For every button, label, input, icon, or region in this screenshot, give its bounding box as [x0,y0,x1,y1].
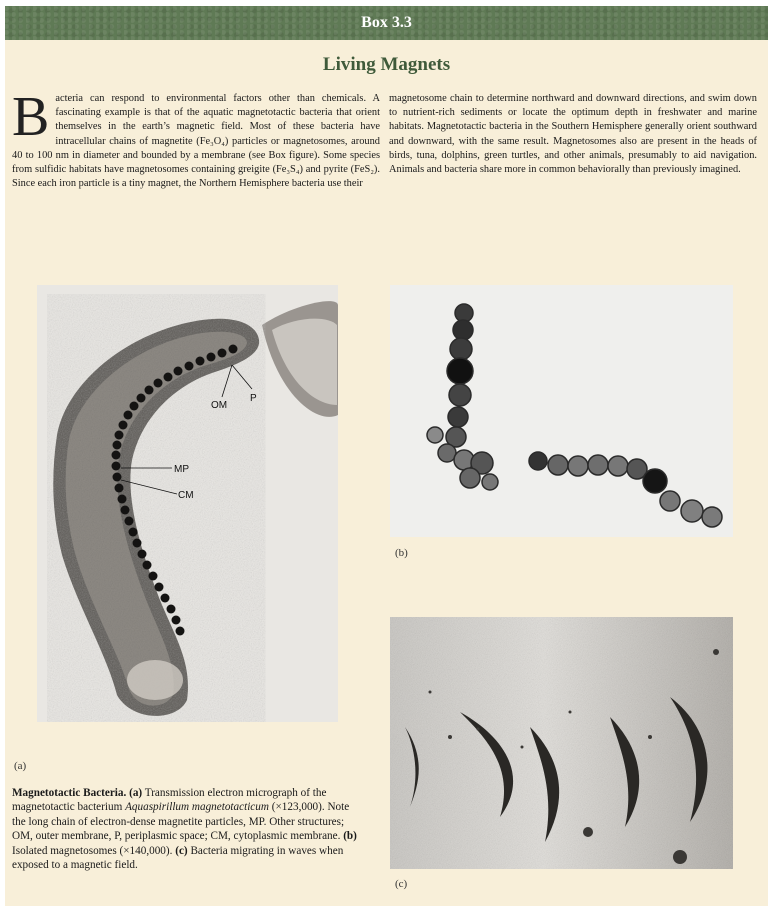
body-column-right [389,92,757,177]
label-mp: MP [174,464,189,475]
label-cm: CM [178,490,194,501]
panel-label-b: (b) [395,547,408,559]
caption-text-c: Bacteria migrating in waves when exposed to a magnetic field. [12,844,344,872]
figure-a-micrograph [37,285,338,722]
caption-species: Aquaspirillum magnetotacticum [125,801,269,814]
drop-cap: B [12,86,50,148]
caption-marker-a: (a) [129,787,143,799]
caption-marker-b: (b) [343,830,357,843]
label-p: P [250,393,257,404]
panel-label-c: (c) [395,878,408,890]
box-title: Living Magnets [322,54,451,75]
panel-label-a: (a) [14,760,27,772]
caption-text-a2: (×123,000). Note the long chain of electron-dense magnetite particles, MP. Other structures; OM, outer membrane, P, periplasmic space; CM, cytoplasmic membrane. [12,801,350,843]
body-column-left [12,86,380,191]
caption-marker-c: (c) [175,844,188,857]
body-paragraph-left: acteria can respond to environmental factors other than chemicals. A fascinating example is that of the aquatic magnetotactic bacteria that orient themselves in the earth’s magnetic field. Most of these bacteria have intracellular chains of magnetite (Fe₃O₄) particles or magnetosomes, around 40 to 100 nm in diameter and bounded by a membrane (see Box figure). Some species from sulfidic habitats have magnetosomes containing greigite (Fe₃S₄) and pyrite (FeS₂). Since each iron particle is a tiny magnet, the Northern Hemisphere bacteria use their [12,93,380,190]
figure-b-micrograph [390,285,733,537]
figure-caption [12,786,362,872]
figure-c-micrograph [390,617,733,869]
box-header: Box 3.3 [5,6,768,40]
caption-text-b: Isolated magnetosomes (×140,000). [12,844,176,857]
label-om: OM [211,400,228,411]
body-paragraph-right: magnetosome chain to determine northward and downward directions, and swim down to nutrient-rich sediments or locate the optimum depth in freshwater and marine habitats. Magnetotactic bacteria in the Southern Hemisphere generally orient southward and downward, with the same result. Magnetosomes also are present in the heads of birds, tuna, dolphins, green turtles, and other animals, presumably to aid navigation. Animals and bacteria share more in common behaviorally than previously imagined. [389,93,757,176]
caption-title: Magnetotactic Bacteria. [12,787,127,799]
caption-text-a1: Transmission electron micrograph of the magnetotactic bacterium [12,787,327,814]
